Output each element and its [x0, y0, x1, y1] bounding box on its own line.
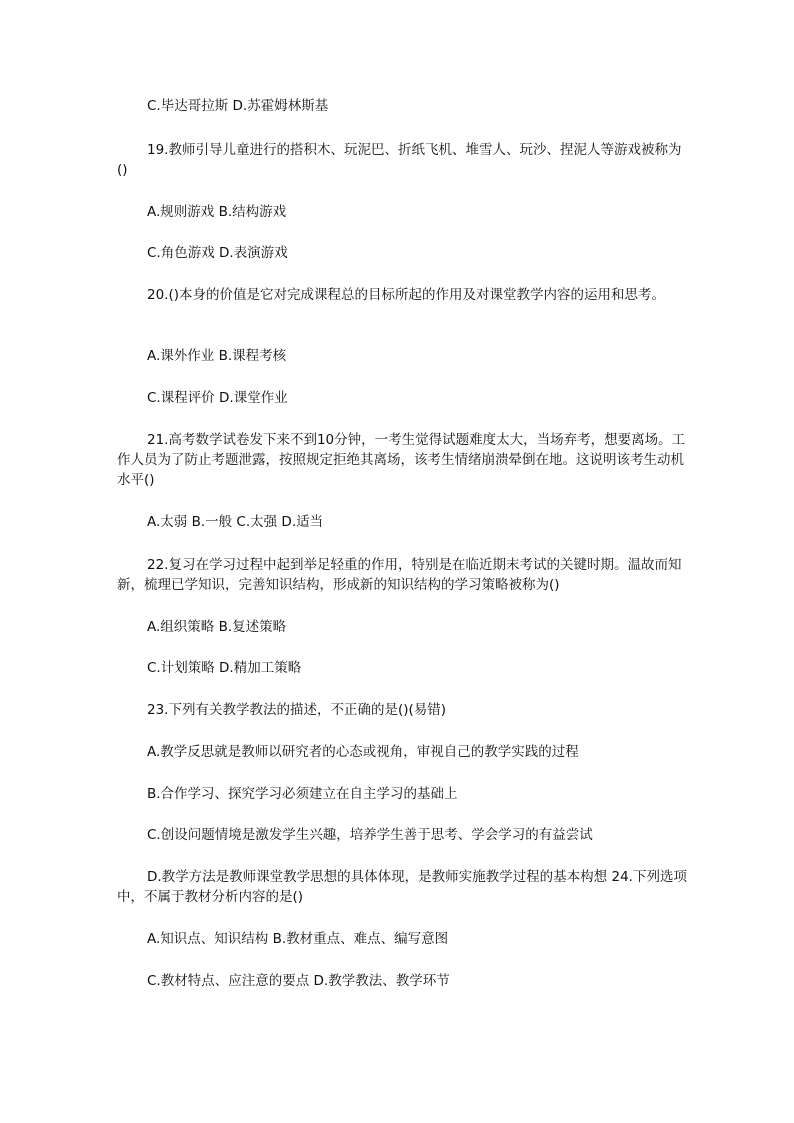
answer-option-a-q23: A.教学反思就是教师以研究者的心态或视角，审视自己的教学实践的过程 — [147, 744, 579, 760]
answer-option-c-q23: C.创设问题情境是激发学生兴趣，培养学生善于思考、学会学习的有益尝试 — [147, 827, 593, 843]
question-23-option-d-and-question-24: D.教学方法是教师课堂教学思想的具体体现，是教师实施教学过程的基本构想 24.下列选项中，不属于教材分析内容的是() — [117, 869, 687, 905]
question-22: 22.复习在学习过程中起到举足轻重的作用，特别是在临近期末考试的关键时期。温故而知新，梳理已学知识，完善知识结构，形成新的知识结构的学习策略被称为() — [117, 557, 682, 593]
answer-options-cd-q24: C.教材特点、应注意的要点 D.教学教法、教学环节 — [147, 973, 450, 989]
answer-options-q21: A.太弱 B.一般 C.太强 D.适当 — [147, 514, 324, 530]
answer-options-ab-q24: A.知识点、知识结构 B.教材重点、难点、编写意图 — [147, 931, 449, 947]
answer-options-ab-q19: A.规则游戏 B.结构游戏 — [147, 204, 287, 220]
answer-options-cd-q22: C.计划策略 D.精加工策略 — [147, 660, 302, 676]
answer-option-b-q23: B.合作学习、探究学习必须建立在自主学习的基础上 — [147, 786, 458, 802]
answer-options-cd-q19: C.角色游戏 D.表演游戏 — [147, 245, 288, 261]
answer-options-ab-q20: A.课外作业 B.课程考核 — [147, 348, 287, 364]
question-19: 19.教师引导儿童进行的搭积木、玩泥巴、折纸飞机、堆雪人、玩沙、捏泥人等游戏被称为() — [117, 142, 682, 178]
answer-options-ab-q22: A.组织策略 B.复述策略 — [147, 619, 287, 635]
question-20: 20.()本身的价值是它对完成课程总的目标所起的作用及对课堂教学内容的运用和思考。 — [147, 287, 666, 303]
answer-options-cd-q18: C.毕达哥拉斯 D.苏霍姆林斯基 — [147, 98, 329, 114]
question-21: 21.高考数学试卷发下来不到10分钟，一考生觉得试题难度太大，当场弃考，想要离场。工作人员为了防止考题泄露，按照规定拒绝其离场，该考生情绪崩溃晕倒在地。这说明该考生动机水平() — [117, 432, 686, 488]
question-23: 23.下列有关教学教法的描述，不正确的是()(易错) — [147, 702, 447, 718]
answer-options-cd-q20: C.课程评价 D.课堂作业 — [147, 390, 288, 406]
